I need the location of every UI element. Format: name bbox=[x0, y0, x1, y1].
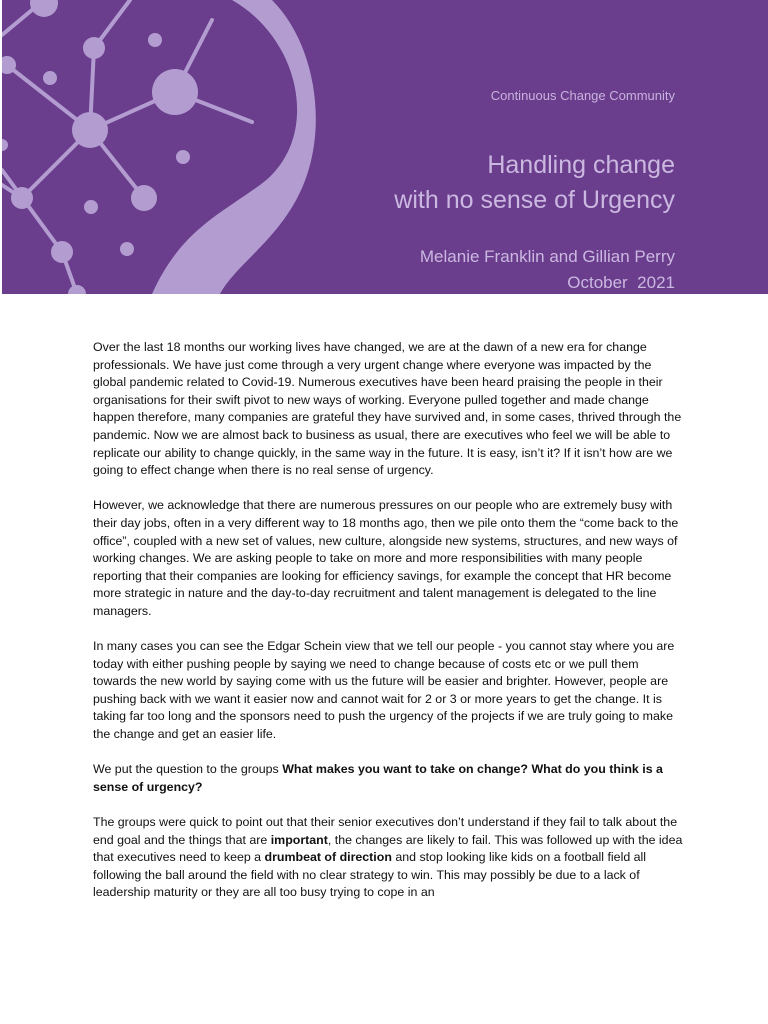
keyword-important: important bbox=[270, 832, 328, 847]
paragraph-4 bbox=[93, 761, 683, 796]
question-lead-text: We put the question to the groups bbox=[93, 762, 283, 777]
title-line-2: with no sense of Urgency bbox=[394, 186, 675, 214]
paragraph-2: However, we acknowledge that there are numerous pressures on our people who are extremely busy with their day jobs, often in a very different way to 18 months ago, then we pile onto them the “come back to the office”, coupled with a new set of values, new culture, alongside new systems, structures, and new ways of working changes. We are asking people to take on more and more responsibilities with many people reporting that their companies are looking for efficiency savings, for example the concept that HR become more strategic in nature and the day-to-day recruitment and talent management is delegated to the line managers. bbox=[93, 498, 679, 618]
paragraph-5-text-c: and stop looking like kids on a football field all following the ball around the field with no clear strategy to win. This may possibly be due to a lack of leadership maturity or they are all too busy trying to cope in an bbox=[93, 850, 647, 900]
network-illustration bbox=[2, 0, 332, 294]
paragraph-5 bbox=[93, 814, 683, 902]
organisation-name: Continuous Change Community bbox=[490, 88, 675, 103]
paragraph-3: In many cases you can see the Edgar Schein view that we tell our people - you cannot stay where you are today with either pushing people by saying we need to change because of costs etc or we pull them towards the new world by saying come with us the future will be easier and brighter. However, people are pushing back with we want it easier now and cannot wait for 2 or 3 or more years to get the change. It is taking far too long and the sponsors need to push the urgency of the projects if we are truly going to make the change and get an easier life. bbox=[93, 639, 675, 742]
paragraph-1: Over the last 18 months our working lives have changed, we are at the dawn of a new era for change professionals. We have just come through a very urgent change where everyone was impacted by the global pandemic related to Covid-19. Numerous executives have been heard praising the people in their organisations for their swift pivot to new ways of working. Everyone pulled together and made change happen therefore, many companies are grateful they have survived and, in some cases, thrived through the pandemic. Now we are almost back to business as usual, there are executives who feel we will be able to replicate our ability to change quickly, in the same way in the future. It is easy, isn’t it? If it isn’t how are we going to effect change when there is no real sense of urgency. bbox=[93, 340, 682, 478]
publication-date: October 2021 bbox=[567, 273, 675, 292]
authors: Melanie Franklin and Gillian Perry bbox=[419, 247, 675, 266]
title-line-1: Handling change bbox=[487, 151, 675, 179]
article-body bbox=[93, 339, 683, 920]
paragraph-5-text-a: The groups were quick to point out that their senior executives don’t understand if they fail to talk about the end goal and the things that are bbox=[93, 815, 678, 847]
keyword-drumbeat-of-direction: drumbeat of direction bbox=[264, 850, 392, 865]
question-bold-text: What makes you want to take on change? What do you think is a sense of urgency? bbox=[93, 762, 663, 794]
cover-banner bbox=[2, 0, 768, 294]
question-mark-curve bbox=[152, 0, 316, 294]
byline bbox=[420, 244, 675, 294]
document-title bbox=[394, 148, 675, 218]
paragraph-5-text-b: , the changes are likely to fail. This was followed up with the idea that executives need to keep a bbox=[93, 832, 683, 865]
